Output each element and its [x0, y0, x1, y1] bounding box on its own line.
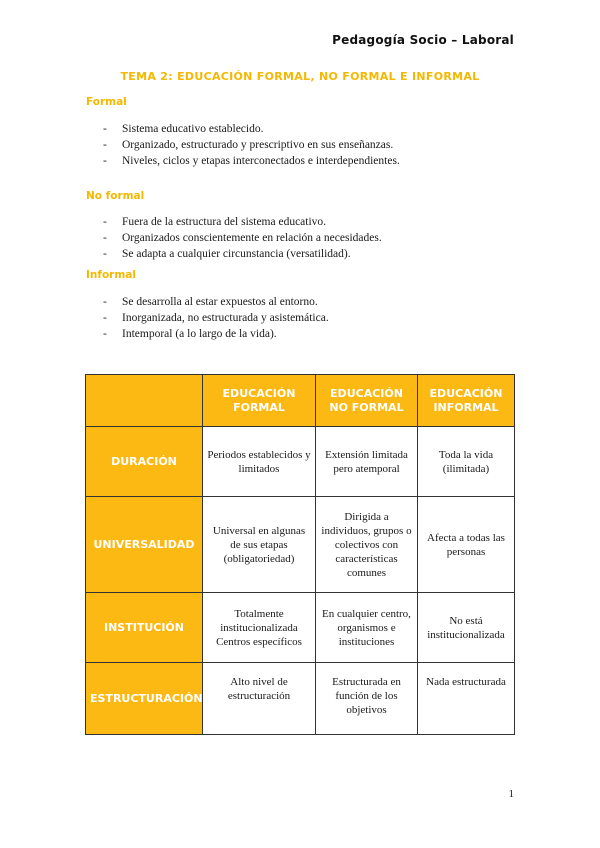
- list-item: - Fuera de la estructura del sistema educativo.: [103, 214, 382, 230]
- page-number: 1: [508, 788, 514, 800]
- list-item: - Organizado, estructurado y prescriptivo en sus enseñanzas.: [103, 137, 400, 153]
- section-heading-informal: Informal: [86, 269, 136, 281]
- table-cell: Periodos establecidos y limitados: [203, 427, 316, 497]
- comparison-table: [85, 374, 515, 735]
- list-item: - Inorganizada, no estructurada y asistemática.: [103, 310, 329, 326]
- list-item: - Se adapta a cualquier circunstancia (versatilidad).: [103, 246, 382, 262]
- table-cell: En cualquier centro, organismos e instituciones: [316, 593, 418, 663]
- table-row: [86, 427, 515, 497]
- section-heading-formal: Formal: [86, 96, 127, 108]
- table-cell: Dirigida a individuos, grupos o colectivos con características comunes: [316, 497, 418, 593]
- bullet-list-informal: [103, 294, 329, 342]
- table-row: [86, 663, 515, 735]
- row-header-institucion: INSTITUCIÓN: [86, 593, 203, 663]
- column-header-formal: EDUCACIÓN FORMAL: [203, 375, 316, 427]
- bullet-list-no-formal: [103, 214, 382, 262]
- table-row: [86, 593, 515, 663]
- table-corner-cell: [86, 375, 203, 427]
- table-cell: Nada estructurada: [418, 663, 515, 735]
- table-cell: Extensión limitada pero atemporal: [316, 427, 418, 497]
- column-header-informal: EDUCACIÓN INFORMAL: [418, 375, 515, 427]
- list-item: - Niveles, ciclos y etapas interconectados e interdependientes.: [103, 153, 400, 169]
- page-header: Pedagogía Socio – Laboral: [332, 33, 514, 47]
- table-cell: Estructurada en función de los objetivos: [316, 663, 418, 735]
- list-item: - Intemporal (a lo largo de la vida).: [103, 326, 329, 342]
- bullet-list-formal: [103, 121, 400, 169]
- section-heading-no-formal: No formal: [86, 190, 145, 202]
- table-cell: No está institucionalizada: [418, 593, 515, 663]
- table-cell: Universal en algunas de sus etapas (obligatoriedad): [203, 497, 316, 593]
- row-header-universalidad: UNIVERSALIDAD: [86, 497, 203, 593]
- row-header-duracion: DURACIÓN: [86, 427, 203, 497]
- table-cell: Totalmente institucionalizada Centros específicos: [203, 593, 316, 663]
- table-cell: Alto nivel de estructuración: [203, 663, 316, 735]
- table-cell: Toda la vida (ilimitada): [418, 427, 515, 497]
- list-item: - Organizados conscientemente en relación a necesidades.: [103, 230, 382, 246]
- document-title: TEMA 2: EDUCACIÓN FORMAL, NO FORMAL E INFORMAL: [120, 70, 480, 83]
- list-item: - Se desarrolla al estar expuestos al entorno.: [103, 294, 329, 310]
- column-header-no-formal: EDUCACIÓN NO FORMAL: [316, 375, 418, 427]
- table-header-row: [86, 375, 515, 427]
- table-row: [86, 497, 515, 593]
- list-item: - Sistema educativo establecido.: [103, 121, 400, 137]
- table-cell: Afecta a todas las personas: [418, 497, 515, 593]
- row-header-estructuracion: ESTRUCTURACIÓN: [86, 663, 203, 735]
